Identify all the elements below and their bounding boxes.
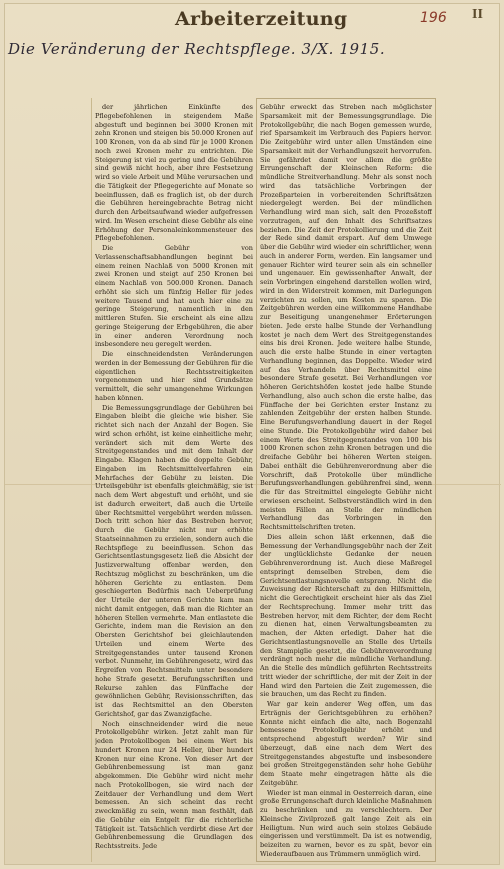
paragraph: Die Gebühr von Verlassenschaftsabhandlungen beginnt bei einem reinen Nachlaß von 5000 Kronen mit zwei Kronen und steigt auf 250 Kronen bei einem Nachlaß von 500.000 Kronen. Danach erhöht sie sich um fünfzig Heller für jedes weitere Tausend und hat auch hier eine zu geringe Steigerung, namentlich in den mittleren Stufen. Sie erscheint als eine allzu geringe Steigerung der Erbgebühren, die aber in einer anderen Verordnung noch insbesondere neu geregelt werden.	[95, 244, 253, 349]
newspaper-masthead: Arbeiterzeitung	[175, 8, 348, 30]
paragraph: War gar kein anderer Weg offen, um das Erträgnis der Gerichtsgebühren zu erhöhen? Konnte nicht einfach die alte, nach Bogenzahl bemessene Protokollgebühr erhöht und entsprechend abgestuft werden? Wir sind überzeugt, daß eine nach dem Wert des Streitgegenstandes abgestufte und insbesondere bei großen Streitgegenständen sehr hohe Gebühr dem Staate mehr eingetragen hätte als die Zeitgebühr.	[260, 700, 432, 787]
paragraph: Dies allein schon läßt erkennen, daß die Bemessung der Verhandlungsgebühr nach der Zeit der unglücklichste Gedanke der neuen Gebührenverordnung ist. Auch diese Maßregel entspringt demselben Streben, dem die Gerichtsentlastungsnovelle entsprang. Nicht die Zuweisung der Richterschaft zu den Hilfsmitteln, nicht die Gerechtigkeit erscheint hier als das Ziel der Rechtsprechung. Immer mehr tritt das Bestreben hervor, mit dem Richter, der dem Recht zu dienen hat, einen Verwaltungsbeamten zu machen, der Akten erledigt. Daher hat die Gerichtsentlastungsnovelle an Stelle des Urteils den Stampiglie gesetzt, die Gebührenverordnung verdrängt noch mehr die mündliche Verhandlung. An die Stelle des mündlich geführten Rechtsstreits tritt wieder der schriftliche, der mit der Zeit in der Hand wird den Parteien die Zeit zugemessen, die sie brauchen, um das Recht zu finden.	[260, 532, 432, 699]
article-column-left	[95, 103, 253, 858]
paragraph: Wieder ist man einmal in Oesterreich daran, eine große Errungenschaft durch kleinliche Maßnahmen zu beschränken und zu verschlechtern. Der Kleinsche Zivilprozeß galt lange Zeit als ein Heiligtum. Nun wird auch sein stolzes Gebäude eingerissen und verstümmelt. Da ist es notwendig, beizeiten zu warnen, bevor es zu spät, bevor ein Wiederaufbauen aus Trümmern unmöglich wird.	[260, 788, 432, 858]
section-roman-numeral: II	[472, 7, 483, 22]
article-column-right	[260, 103, 432, 858]
paragraph: Die Bemessungsgrundlage der Gebühren bei Eingaben bleibt die gleiche wie bisher. Sie richtet sich nach der Anzahl der Bogen. Sie wird schon erhöht, ist keine einheitliche mehr, verändert sich mit dem Werte des Streitgegenstandes und mit dem Inhalt der Eingabe. Klagen haben die doppelte Gebühr, Eingaben im Rechtsmittelverfahren ein Mehrfaches der Gebühr zu leisten. Die Urteilsgebühr ist ebenfalls gleichmäßig, sie ist nach dem Wert abgestuft und erhöht, und sie ist dadurch erweitert, daß auch die Urteile über Rechtsmittel vergebührt werden müssen. Doch tritt schon hier das Bestreben hervor, durch die Gebühr nicht nur erhöhte Staatseinnahmen zu erzielen, sondern auch die Rechtspflege zu beeinflussen. Schon das Gerichtsentlastungsgesetz ließ die Absicht der Justizverwaltung offenbar werden, den Rechtszug möglichst zu beschränken, um die höheren Gerichte zu entlasten. Dem geschiegerten Bedürfnis nach Ueberprüfung der Urteile der unteren Gerichte kam man nicht damit entgegen, daß man die Richter an höheren Stellen vermehrte. Man entlastete die Gerichte, indem man die Revision an den Obersten Gerichtshof bei gleichlautenden Urteilen und einem Werte des Streitgegenstandes unter tausend Kronen verbot. Nunmehr, im Gebührengesetz, wird das Ergreifen von Rechtsmitteln unter besondere hohe Strafe gesetzt. Berufungsschriften und Rekurse zahlen das Fünffache der gewöhnlichen Gebühr, Revisionsschriften, das ist das Rechtsmittel an den Obersten Gerichtshof, gar das Zwanzigfache.	[95, 403, 253, 718]
archive-page-number: 196	[420, 10, 447, 26]
paragraph: Gebühr erweckt das Streben nach möglichster Sparsamkeit mit der Bemessungsgrundlage. Die Protokollgebühr, die nach Bogen gemessen wurde, rief Sparsamkeit im Verbrauch des Papiers hervor. Die Zeitgebühr wird unter allen Umständen eine Sparsamkeit mit der Verhandlungszeit hervorrufen. Sie gefährdet damit vor allem die größte Errungenschaft der Kleinschen Reform: die mündliche Streitverhandlung. Mehr als sonst noch wird das tatsächliche Vorbringen der Prozeßparteien in vorbereitenden Schriftsätzen niedergelegt werden. Bei der mündlichen Verhandlung wird man sich, salt den Prozeßstoff vorzutragen, auf den Inhalt des Schriftsatzes beziehen. Die Zeit der Protokollierung und die Zeit der Rede sind damit erspart. Auf dem Umwege über die Gebühr wird wieder ein schriftlicher, wenn auch in anderer Form, werden. Ein langsamer und genauer Richter wird teurer sein als ein schneller und ungenauer. Ein gewissenhafter Anwalt, der sein Vorbringen eingehend darstellen wollen wird, wird in den Widerstreit kommen, mit Darlegungen verzichten zu sollen, um Kosten zu sparen. Die Zeitgebühren werden eine willkommene Handhabe zur Beseitigung unangenehmer Erörterungen bieten. Jede erste halbe Stunde der Verhandlung kostet je nach dem Wert des Streitgegenstandes eins bis drei Kronen. Jede weitere halbe Stunde, auch die erste halbe Stunde in einer vertagten Verhandlung beginnen, das Doppelte. Wieder wird auf das Verhandeln über Rechtsmittel eine besondere Strafe gesetzt. Bei Verhandlungen vor höheren Gerichtshöfen kostet jede halbe Stunde Verhandlung, also auch schon die erste halbe, das Fünffache der bei Gerichten erster Instanz zu zahlenden Zeitgebühr der ersten halben Stunde. Eine Berufungsverhandlung dauert in der Regel eine Stunde. Die Protokollgebühr wird daher bei einem Werte des Streitgegenstandes von 100 bis 1000 Kronen schon zehn Kronen betragen und die dreifache Gebühr bei höheren Werten steigen. Dabei enthält die Gebührenverordnung aber die Vorschrift, daß Protokolle über mündliche Berufungsverhandlungen gebührenfrei sind, wenn die für das Streitmittel eingelegte Gebühr nicht erwiesen erscheint. Selbstverständlich wird in den meisten Fällen an Stelle der mündlichen Verhandlung das Vorbringen in den Rechtsmittelschriften treten.	[260, 103, 432, 531]
paragraph: Noch einschneidender wird die neue Protokollgebühr wirken. Jetzt zahlt man für jeden Protokollbogen bei einem Wert bis hundert Kronen nur 24 Heller, über hundert Kronen nur eine Krone. Von dieser Art der Gebührenbemessung ist man ganz abgekommen. Die Gebühr wird nicht mehr nach Protokollbogen, sie wird nach der Zeitdauer der Verhandlung und dem Wert bemessen. An sich scheint das recht zweckmäßig zu sein, wenn man festhält, daß die Gebühr ein Entgelt für die richterliche Tätigkeit ist. Tatsächlich verdirbt diese Art der Gebührenbemessung die Grundlagen des Rechtsstreits. Jede	[95, 719, 253, 850]
paragraph: Die einschneidendsten Veränderungen werden in der Bemessung der Gebühren für die eigentlichen Rechtsstreitigkeiten vorgenommen und hier sind Grundsätze vermittelt, die sehr umangenehme Wirkungen haben können.	[95, 350, 253, 402]
paragraph: der jährlichen Einkünfte des Pflegebefohlenen in steigendem Maße abgestuft und beginnen bei 3000 Kronen mit zehn Kronen und steigen bis 50.000 Kronen auf 100 Kronen, von da ab sind für je 1000 Kronen noch zwei Kronen mehr zu entrichten. Die Steigerung ist viel zu gering und die Gebühren sind gewiß nicht hoch, aber ihre Festsetzung wird so viele Arbeit und Mühe verursachen und die Tätigkeit der Pflegegerichte auf Monate so beeinflussen, daß es fraglich ist, ob der durch die Gebühren hereingebrachte Betrag nicht durch den Arbeitsaufwand wieder aufgefressen wird. Im Wesen erscheint diese Gebühr als eine Erhöhung der Personaleinkommensteuer des Pflegebefohlenen.	[95, 103, 253, 243]
handwritten-title-note: Die Veränderung der Rechtspflege. 3/X. 1915.	[8, 40, 386, 58]
